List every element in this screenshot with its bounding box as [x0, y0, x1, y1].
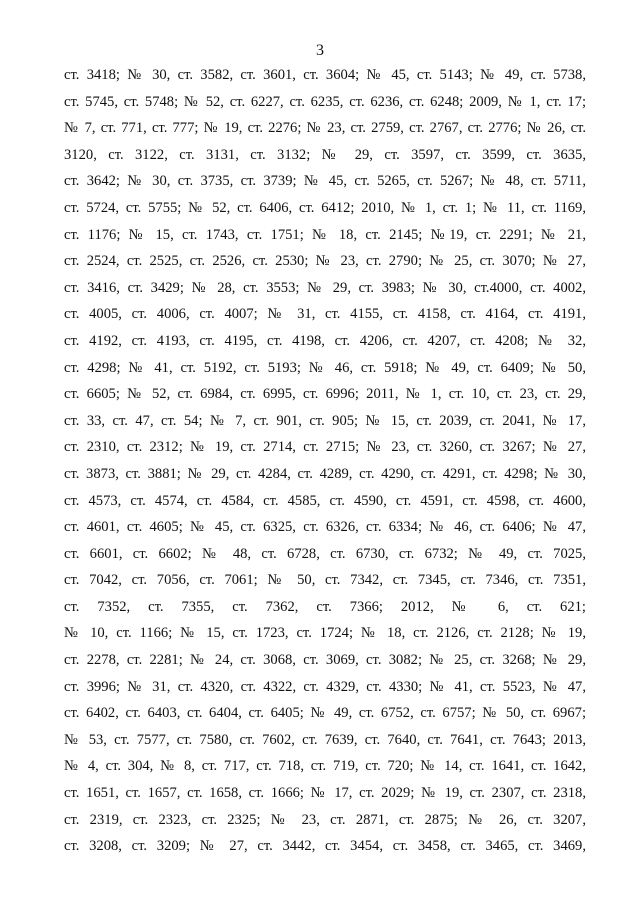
text-line: № 53, ст. 7577, ст. 7580, ст. 7602, ст. 7639, ст. 7640, ст. 7641, ст. 7643; 2013, [64, 731, 586, 748]
text-line: ст. 5745, ст. 5748; № 52, ст. 6227, ст. 6235, ст. 6236, ст. 6248; 2009, № 1, ст. 17; [64, 93, 586, 110]
text-line: ст. 3873, ст. 3881; № 29, ст. 4284, ст. 4289, ст. 4290, ст. 4291, ст. 4298; № 30, [64, 465, 586, 482]
text-line: ст. 3996; № 31, ст. 4320, ст. 4322, ст. 4329, ст. 4330; № 41, ст. 5523, № 47, [64, 678, 586, 695]
text-line: ст. 5724, ст. 5755; № 52, ст. 6406, ст. 6412; 2010, № 1, ст. 1; № 11, ст. 1169, [64, 199, 586, 216]
text-line: ст. 3416, ст. 3429; № 28, ст. 3553; № 29, ст. 3983; № 30, ст.4000, ст. 4002, [64, 279, 586, 296]
text-line: ст. 3208, ст. 3209; № 27, ст. 3442, ст. 3454, ст. 3458, ст. 3465, ст. 3469, [64, 838, 586, 855]
text-line: ст. 4005, ст. 4006, ст. 4007; № 31, ст. 4155, ст. 4158, ст. 4164, ст. 4191, [64, 306, 586, 323]
text-line: ст. 7352, ст. 7355, ст. 7362, ст. 7366; 2012, № 6, ст. 621; [64, 598, 586, 615]
page-number: 3 [316, 42, 324, 59]
text-line: № 7, ст. 771, ст. 777; № 19, ст. 2276; № 23, ст. 2759, ст. 2767, ст. 2776; № 26, ст. [64, 120, 586, 137]
text-line: ст. 4573, ст. 4574, ст. 4584, ст. 4585, ст. 4590, ст. 4591, ст. 4598, ст. 4600, [64, 492, 586, 509]
text-line: ст. 6402, ст. 6403, ст. 6404, ст. 6405; № 49, ст. 6752, ст. 6757; № 50, ст. 6967; [64, 705, 586, 722]
text-line: ст. 33, ст. 47, ст. 54; № 7, ст. 901, ст. 905; № 15, ст. 2039, ст. 2041, № 17, [64, 412, 586, 429]
text-line: ст. 4601, ст. 4605; № 45, ст. 6325, ст. 6326, ст. 6334; № 46, ст. 6406; № 47, [64, 519, 586, 536]
body-text [64, 62, 586, 860]
text-line: ст. 3642; № 30, ст. 3735, ст. 3739; № 45, ст. 5265, ст. 5267; № 48, ст. 5711, [64, 173, 586, 190]
text-line: № 10, ст. 1166; № 15, ст. 1723, ст. 1724; № 18, ст. 2126, ст. 2128; № 19, [64, 625, 586, 642]
text-line: 3120, ст. 3122, ст. 3131, ст. 3132; № 29, ст. 3597, ст. 3599, ст. 3635, [64, 146, 586, 163]
text-line: ст. 6601, ст. 6602; № 48, ст. 6728, ст. 6730, ст. 6732; № 49, ст. 7025, [64, 545, 586, 562]
text-line: ст. 2278, ст. 2281; № 24, ст. 3068, ст. 3069, ст. 3082; № 25, ст. 3268; № 29, [64, 652, 586, 669]
text-line: ст. 2310, ст. 2312; № 19, ст. 2714, ст. 2715; № 23, ст. 3260, ст. 3267; № 27, [64, 439, 586, 456]
text-line: ст. 1176; № 15, ст. 1743, ст. 1751; № 18, ст. 2145; №19, ст. 2291; № 21, [64, 226, 586, 243]
text-line: ст. 1651, ст. 1657, ст. 1658, ст. 1666; № 17, ст. 2029; № 19, ст. 2307, ст. 2318, [64, 785, 586, 802]
text-line: ст. 4298; № 41, ст. 5192, ст. 5193; № 46, ст. 5918; № 49, ст. 6409; № 50, [64, 359, 586, 376]
text-line: ст. 3418; № 30, ст. 3582, ст. 3601, ст. 3604; № 45, ст. 5143; № 49, ст. 5738, [64, 67, 586, 83]
text-line: ст. 2524, ст. 2525, ст. 2526, ст. 2530; № 23, ст. 2790; № 25, ст. 3070; № 27, [64, 253, 586, 270]
text-line: ст. 4192, ст. 4193, ст. 4195, ст. 4198, ст. 4206, ст. 4207, ст. 4208; № 32, [64, 332, 586, 349]
text-line: № 4, ст. 304, № 8, ст. 717, ст. 718, ст. 719, ст. 720; № 14, ст. 1641, ст. 1642, [64, 758, 586, 775]
text-line: ст. 7042, ст. 7056, ст. 7061; № 50, ст. 7342, ст. 7345, ст. 7346, ст. 7351, [64, 572, 586, 589]
text-line: ст. 6605; № 52, ст. 6984, ст. 6995, ст. 6996; 2011, № 1, ст. 10, ст. 23, ст. 29, [64, 386, 586, 403]
text-line: ст. 2319, ст. 2323, ст. 2325; № 23, ст. 2871, ст. 2875; № 26, ст. 3207, [64, 811, 586, 828]
